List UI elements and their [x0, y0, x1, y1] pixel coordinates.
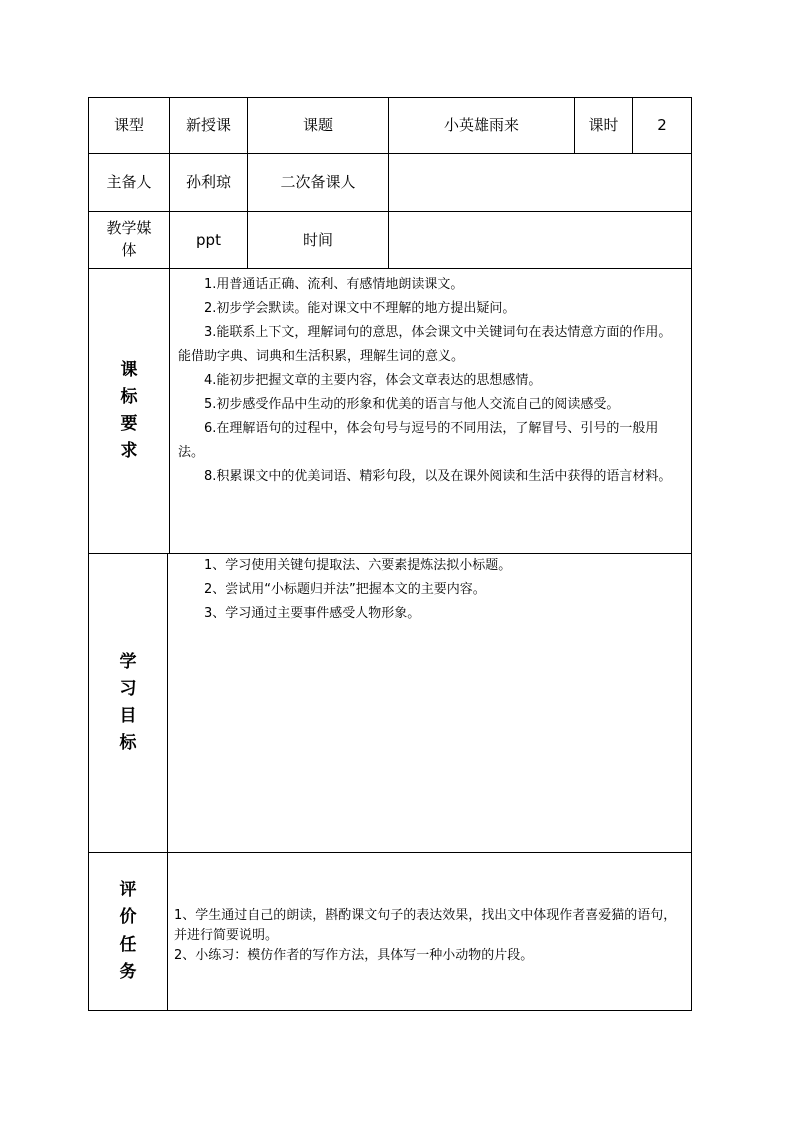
goals-content [167, 553, 692, 853]
lesson-type-value: 新授课 [169, 97, 248, 154]
curriculum-item: 2.初步学会默读。能对课文中不理解的地方提出疑问。 [204, 301, 516, 316]
periods-label: 课时 [574, 97, 633, 154]
evaluation-label-char: 价 [119, 907, 137, 928]
goals-label-char: 目 [119, 706, 137, 726]
curriculum-label-char: 课 [120, 359, 138, 380]
main-preparer-label: 主备人 [88, 153, 170, 212]
evaluation-label-char: 任 [119, 934, 137, 955]
topic-label: 课题 [247, 97, 389, 154]
periods-value: 2 [632, 97, 692, 154]
goals-label [88, 553, 168, 853]
goals-label-char: 习 [119, 678, 137, 699]
topic-value: 小英雄雨来 [388, 97, 575, 154]
second-preparer-value [388, 153, 692, 212]
evaluation-item: 2、小练习：模仿作者的写作方法，具体写一种小动物的片段。 [174, 947, 534, 963]
curriculum-label-char: 要 [120, 414, 138, 434]
curriculum-item: 6.在理解语句的过程中，体会句号与逗号的不同用法，了解冒号、引号的一般用法。 [178, 421, 659, 460]
time-label: 时间 [247, 211, 389, 269]
curriculum-item: 5.初步感受作品中生动的形象和优美的语言与他人交流自己的阅读感受。 [204, 397, 620, 412]
goal-item: 2、尝试用“小标题归并法”把握本文的主要内容。 [204, 582, 486, 597]
goals-label-char: 标 [119, 733, 137, 754]
second-preparer-label: 二次备课人 [247, 153, 389, 212]
curriculum-content [169, 268, 692, 554]
curriculum-item: 8.积累课文中的优美词语、精彩句段，以及在课外阅读和生活中获得的语言材料。 [204, 469, 672, 484]
curriculum-label-char: 标 [120, 386, 138, 407]
media-value: ppt [169, 211, 248, 269]
goal-item: 3、学习通过主要事件感受人物形象。 [204, 606, 421, 621]
time-value [388, 211, 692, 269]
evaluation-label-char: 务 [119, 961, 137, 982]
media-label [88, 211, 170, 269]
curriculum-label-char: 求 [120, 441, 138, 462]
main-preparer-value: 孙利琼 [169, 153, 248, 212]
media-label-line-1: 教学媒 [106, 219, 152, 238]
media-label-line-2: 体 [121, 241, 137, 259]
evaluation-label [88, 852, 168, 1011]
curriculum-item: 3.能联系上下文，理解词句的意思，体会课文中关键词句在表达情意方面的作用。能借助字典、词典和生活积累，理解生词的意义。 [178, 325, 672, 364]
evaluation-label-char: 评 [119, 880, 137, 901]
curriculum-item: 1.用普通话正确、流利、有感情地朗读课文。 [204, 277, 464, 292]
lesson-type-label: 课型 [88, 97, 170, 154]
goals-label-char: 学 [119, 651, 137, 672]
goal-item: 1、学习使用关键句提取法、六要素提炼法拟小标题。 [204, 558, 512, 573]
curriculum-item: 4.能初步把握文章的主要内容，体会文章表达的思想感情。 [204, 373, 542, 388]
evaluation-item: 1、学生通过自己的朗读，斟酌课文句子的表达效果，找出文中体现作者喜爱猫的语句，并进行简要说明。 [174, 907, 677, 943]
curriculum-label [88, 268, 170, 554]
evaluation-content [167, 852, 692, 1011]
